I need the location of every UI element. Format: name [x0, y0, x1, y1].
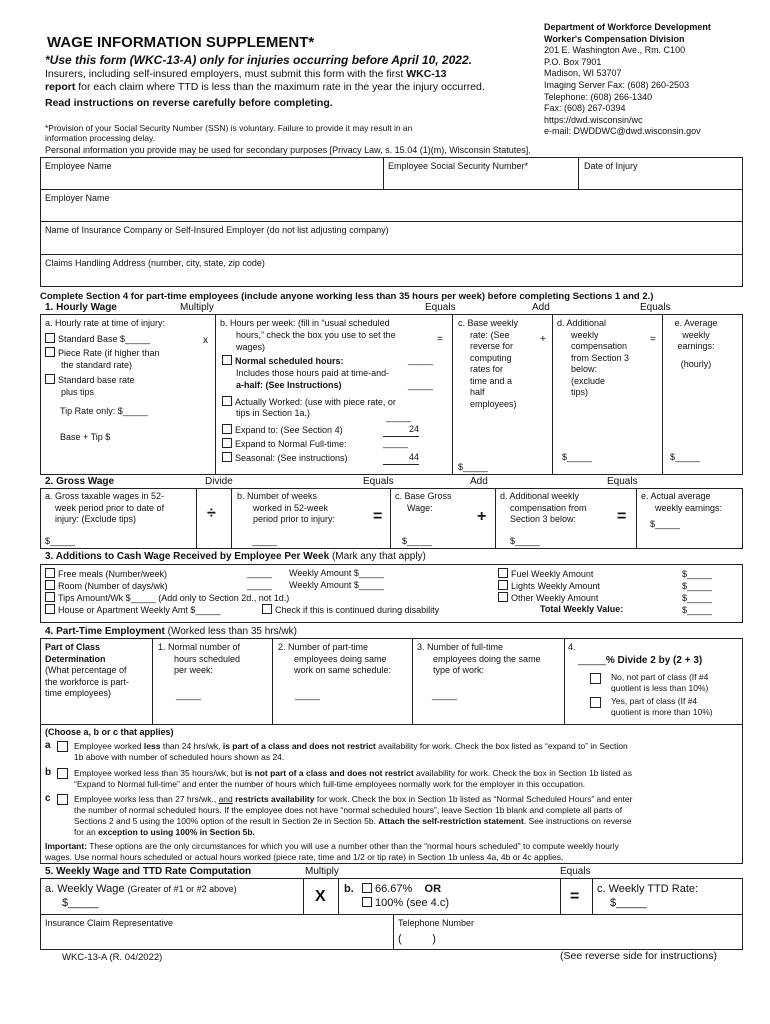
- s4-yes-label: Yes, part of class (If #4 quotient is more than 10%): [611, 696, 713, 717]
- s4a-letter: a: [45, 740, 51, 751]
- s2c-base-gross: c. Base Gross Wage:: [395, 491, 452, 513]
- section-4-note: Complete Section 4 for part-time employees (include anyone working less than 35 hours per week) before completing Sections 1 and 2.): [40, 291, 654, 302]
- s1b-seasonal[interactable]: Seasonal: (See instructions): [222, 452, 348, 465]
- checkbox[interactable]: [45, 347, 55, 357]
- s1b-seasonal-value[interactable]: 44: [383, 452, 419, 465]
- section-4-title: 4. Part-Time Employment (Worked less than 35 hrs/wk): [45, 626, 297, 637]
- checkbox[interactable]: [498, 580, 508, 590]
- form-subtitle: *Use this form (WKC-13-A) only for injuries occurring before April 10, 2022.: [45, 53, 472, 67]
- s2e-blank[interactable]: $_____: [650, 519, 681, 529]
- s4-part-of-class: Part of Class Determination (What percentage of the workforce is part- time employees): [45, 642, 130, 698]
- s3-room-amount[interactable]: Weekly Amount $_____: [289, 580, 384, 590]
- s4-col-3-blank[interactable]: _____: [432, 690, 458, 700]
- equals-sign: =: [617, 508, 627, 525]
- form-id: WKC-13-A (R. 04/2022): [62, 952, 163, 963]
- s1a-base-tip[interactable]: Base + Tip $: [60, 432, 111, 442]
- s1e-blank[interactable]: $_____: [670, 452, 701, 462]
- s5a-weekly-wage: a. Weekly Wage (Greater of #1 or #2 above): [45, 883, 237, 895]
- checkbox[interactable]: [45, 604, 55, 614]
- s4-col-3: 3. Number of full-time employees doing the same type of work:: [417, 642, 541, 675]
- s1a-standard-base[interactable]: Standard Base $_____: [45, 333, 150, 346]
- s4a-checkbox[interactable]: [57, 741, 68, 752]
- s1b-line-2: hours,” check the box you use to set the: [236, 330, 396, 340]
- checkbox[interactable]: [498, 592, 508, 602]
- s4-choose: (Choose a, b or c that applies): [45, 727, 174, 737]
- multiply-sign: x: [203, 335, 208, 346]
- checkbox[interactable]: [222, 355, 232, 365]
- s1b-line-1: b. Hours per week: (fill in “usual scheduled: [220, 318, 390, 328]
- s4-col-4-label: 4.: [568, 642, 576, 652]
- s3-amount-column[interactable]: $_____ $_____ $_____ $_____: [682, 569, 713, 615]
- checkbox[interactable]: [222, 452, 232, 462]
- s4c-text-3: Sections 2 and 5 using the 100% option of the result in Section 2e in Section 5b. Attach the self-restriction statement. See instructions on reverse: [74, 816, 632, 826]
- s1b-expand-normal-blank[interactable]: _____: [383, 438, 409, 448]
- s4-col-2: 2. Number of part-time employees doing same work on same schedule:: [278, 642, 392, 675]
- s1b-normal-hours-blank[interactable]: _____: [408, 355, 434, 365]
- reverse-side-note: (See reverse side for instructions): [560, 950, 717, 962]
- equals-sign: =: [570, 888, 580, 905]
- s1b-normal-hours[interactable]: Normal scheduled hours:: [222, 355, 344, 368]
- s1a-standard-base-tips[interactable]: Standard base rate plus tips: [45, 374, 135, 398]
- s1b-includes-line-2: a-half: (See Instructions): [236, 380, 342, 390]
- intro-line-2: report for each claim where TTD is less than the maximum rate in the year the injury occurred.: [45, 81, 485, 93]
- s4-no-checkbox[interactable]: [590, 673, 601, 684]
- checkbox[interactable]: [498, 568, 508, 578]
- s4c-text-2: the number of normal scheduled hours. If the employee does not have “normal scheduled hours”, leave Section 1b blank and complete all parts of: [74, 805, 623, 815]
- s1b-includes-line-1: Includes those hours paid at time-and-: [236, 368, 390, 378]
- s4-important-2: wages. Use normal hours scheduled or actual hours worked (piece rate, time and 1/2 or tip rate) in Section 1b unless 4a, 4b or 4c applies.: [45, 852, 564, 862]
- s1a-tip-rate[interactable]: Tip Rate only: $_____: [60, 406, 148, 416]
- ssn-note-1: *Provision of your Social Security Number (SSN) is voluntary. Failure to provide it may result in an: [45, 123, 413, 133]
- s5b-100[interactable]: 100% (see 4.c): [362, 897, 449, 909]
- s4b-checkbox[interactable]: [57, 768, 68, 779]
- s4-important: Important: These options are the only circumstances for which you will use a number other than the “normal hours scheduled” to compute weekly hourly: [45, 841, 619, 851]
- s1b-expand-to[interactable]: Expand to: (See Section 4): [222, 424, 343, 437]
- claim-representative-field[interactable]: Insurance Claim Representative: [45, 918, 174, 928]
- s3-lights[interactable]: Lights Weekly Amount: [498, 580, 600, 593]
- op-add: Add: [532, 302, 550, 313]
- s1b-expand-normal[interactable]: Expand to Normal Full-time:: [222, 438, 347, 451]
- s4c-text-4: for an exception to using 100% in Section 5b.: [74, 827, 255, 837]
- date-of-injury-field[interactable]: Date of Injury: [584, 161, 638, 171]
- s1b-actually-worked[interactable]: Actually Worked: (use with piece rate, or: [222, 396, 396, 409]
- checkbox[interactable]: [222, 438, 232, 448]
- s3-other[interactable]: Other Weekly Amount: [498, 592, 598, 605]
- s1a-piece-rate[interactable]: Piece Rate (if higher than the standard rate): [45, 347, 160, 371]
- s5b-label: b.: [344, 883, 354, 895]
- checkbox[interactable]: [222, 424, 232, 434]
- equals-sign: =: [437, 334, 443, 345]
- s3-free-meals[interactable]: Free meals (Number/week): [45, 568, 167, 581]
- s4-yes-checkbox[interactable]: [590, 697, 601, 708]
- op-add: Add: [470, 476, 488, 487]
- s4-col-1: 1. Normal number of hours scheduled per week:: [158, 642, 241, 675]
- s1e-average: e. Average weekly earnings: (hourly): [674, 318, 718, 369]
- s3-room[interactable]: Room (Number of days/wk): [45, 580, 168, 593]
- plus-sign: +: [477, 508, 487, 525]
- plus-sign: +: [540, 334, 546, 345]
- insurer-name-field[interactable]: Name of Insurance Company or Self-Insured Employer (do not list adjusting company): [45, 225, 389, 235]
- s4a-text: Employee worked less than 24 hrs/wk, is part of a class and does not restrict availability for work. Check the box listed as “expand to” in Section: [74, 741, 628, 751]
- op-equals: Equals: [363, 476, 394, 487]
- s1b-expand-to-value[interactable]: 24: [383, 424, 419, 437]
- employee-name-field[interactable]: Employee Name: [45, 161, 112, 171]
- s1d-blank[interactable]: $_____: [562, 452, 593, 462]
- s5a-blank[interactable]: $_____: [62, 897, 99, 909]
- intro-line-3: Read instructions on reverse carefully before completing.: [45, 97, 333, 109]
- s4c-checkbox[interactable]: [57, 794, 68, 805]
- s3-continued[interactable]: Check if this is continued during disability: [262, 604, 439, 617]
- ssn-note-2: information processing delay.: [45, 133, 155, 143]
- s5b-66[interactable]: 66.67% OR: [362, 883, 441, 895]
- s4b-letter: b: [45, 767, 52, 778]
- s2d-blank[interactable]: $_____: [510, 536, 541, 546]
- s4-no-label: No, not part of class (If #4 quotient is less than 10%): [611, 672, 709, 693]
- op-multiply: Multiply: [180, 302, 214, 313]
- equals-sign: =: [650, 334, 656, 345]
- s1c-base-weekly: c. Base weekly rate: (See reverse for computing rates for time and a half employees): [458, 318, 519, 409]
- s2b-weeks: b. Number of weeks worked in 52-week period prior to injury:: [237, 491, 336, 524]
- s4b-text-2: “Expand to Normal full-time” and enter the number of hours which full-time employees normally work for the employer in this occupation.: [74, 779, 586, 789]
- s3-meals-number[interactable]: _____: [247, 568, 273, 578]
- intro-line-1: Insurers, including self-insured employers, must submit this form with the first WKC-13: [45, 68, 447, 80]
- checkbox[interactable]: [262, 604, 272, 614]
- s4c-letter: c: [45, 793, 51, 804]
- section-3-title: 3. Additions to Cash Wage Received by Employee Per Week (Mark any that apply): [45, 551, 426, 562]
- s3-total-label: Total Weekly Value:: [540, 604, 624, 614]
- employee-ssn-field[interactable]: Employee Social Security Number*: [388, 161, 529, 171]
- checkbox[interactable]: [45, 568, 55, 578]
- op-equals: Equals: [640, 302, 671, 313]
- op-divide: Divide: [205, 476, 233, 487]
- s2e-actual: e. Actual average weekly earnings:: [641, 491, 723, 513]
- form-title: WAGE INFORMATION SUPPLEMENT*: [47, 34, 315, 51]
- op-equals: Equals: [560, 866, 591, 877]
- s2b-blank[interactable]: _____: [252, 536, 278, 546]
- claims-address-field[interactable]: Claims Handling Address (number, city, state, zip code): [45, 258, 265, 268]
- s5c-blank[interactable]: $_____: [610, 897, 647, 909]
- s3-fuel[interactable]: Fuel Weekly Amount: [498, 568, 593, 581]
- s1b-includes-blank[interactable]: _____: [408, 380, 434, 390]
- s3-meals-amount[interactable]: Weekly Amount $_____: [289, 568, 384, 578]
- s3-house[interactable]: House or Apartment Weekly Amt $_____: [45, 604, 220, 617]
- s2a-gross: a. Gross taxable wages in 52- week period prior to date of injury: (Exclude tips): [45, 491, 165, 524]
- s4-percent[interactable]: _____% Divide 2 by (2 + 3): [578, 655, 703, 666]
- agency-block: Department of Workforce Development Worker's Compensation Division 201 E. Washington Ave., Rm. C100 P.O. Box 7901 Madison, WI 53707 Imaging Server Fax: (608) 260-2503 Telephone: (608) 266-1340 Fax: (608) 267-0394 https://dwd.wisconsin/wc e-mail: DWDDWC@dwd.wisconsin.gov: [544, 22, 711, 137]
- s1c-blank[interactable]: $_____: [458, 462, 489, 472]
- s3-tips[interactable]: Tips Amount/Wk $_____ (Add only to Section 2d., not 1d.): [45, 592, 289, 605]
- s4b-text: Employee worked less than 35 hours/wk, but is not part of a class and does not restrict availability for work. Check the box in Section 1b listed as: [74, 768, 632, 778]
- checkbox[interactable]: [45, 333, 55, 343]
- s4a-text-2: 1b above with number of scheduled hours shown as 24.: [74, 752, 285, 762]
- checkbox[interactable]: [222, 396, 232, 406]
- checkbox[interactable]: [45, 580, 55, 590]
- s1b-line-3: wages): [236, 342, 266, 352]
- s2d-additional: d. Additional weekly compensation from Section 3 below:: [500, 491, 587, 524]
- employer-name-field[interactable]: Employer Name: [45, 193, 110, 203]
- privacy-note: Personal information you provide may be used for secondary purposes [Privacy Law, s. 15.04 (1)(m), Wisconsin Statutes].: [45, 145, 531, 155]
- equals-sign: =: [373, 508, 383, 525]
- checkbox[interactable]: [362, 897, 372, 907]
- s5c-ttd-rate: c. Weekly TTD Rate:: [597, 883, 699, 895]
- s1b-actually-worked-blank[interactable]: _____: [386, 412, 412, 422]
- s4-col-2-blank[interactable]: _____: [295, 690, 321, 700]
- section-2-title: 2. Gross Wage: [45, 476, 115, 487]
- divide-sign: ÷: [207, 505, 216, 522]
- telephone-number-label: Telephone Number: [398, 918, 475, 928]
- s3-room-number[interactable]: _____: [247, 580, 273, 590]
- op-equals: Equals: [425, 302, 456, 313]
- section-1-title: 1. Hourly Wage: [45, 302, 117, 313]
- s1d-additional: d. Additional weekly compensation from Section 3 below: (exclude tips): [557, 318, 630, 397]
- s4c-text: Employee works less than 27 hrs/wk., and restricts availability for work. Check the box in Section 1b listed as “Normal Scheduled Hours” and enter: [74, 794, 633, 804]
- s1a-title: a. Hourly rate at time of injury:: [45, 318, 166, 328]
- s4-col-1-blank[interactable]: _____: [176, 690, 202, 700]
- telephone-number-field[interactable]: ( ): [398, 933, 436, 945]
- checkbox[interactable]: [45, 374, 55, 384]
- checkbox[interactable]: [45, 592, 55, 602]
- op-multiply: Multiply: [305, 866, 339, 877]
- checkbox[interactable]: [362, 883, 372, 893]
- op-equals: Equals: [607, 476, 638, 487]
- s2a-blank[interactable]: $_____: [45, 536, 76, 546]
- multiply-sign: X: [315, 888, 326, 905]
- section-5-title: 5. Weekly Wage and TTD Rate Computation: [45, 866, 252, 877]
- s1b-actually-worked-2: tips in Section 1a.): [236, 408, 311, 418]
- s2c-blank[interactable]: $_____: [402, 536, 433, 546]
